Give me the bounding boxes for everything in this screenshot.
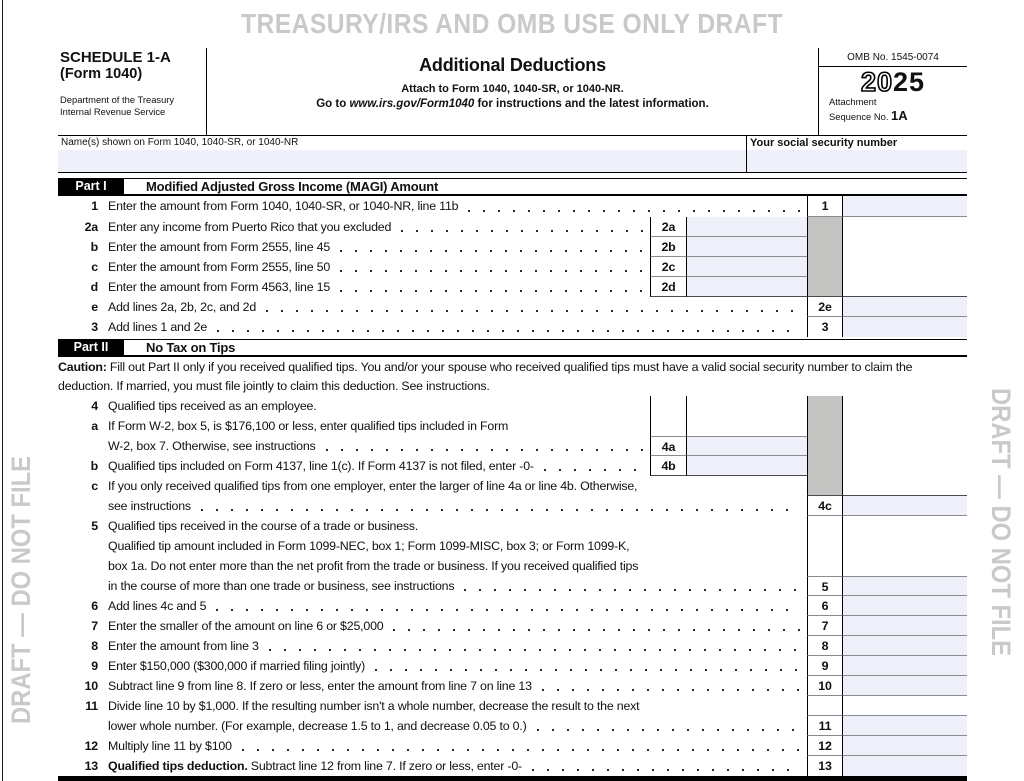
line-11-row-1 xyxy=(58,696,967,716)
dot-leaders xyxy=(542,689,800,691)
open-cell xyxy=(807,696,843,716)
line-6-row xyxy=(58,596,967,616)
line-4b-amount-field[interactable] xyxy=(687,456,807,476)
line-text: If Form W-2, box 5, is $176,100 or less, enter qualified tips included in Form xyxy=(108,419,509,433)
goto-suffix: for instructions and the latest information. xyxy=(474,98,709,110)
line-text: Divide line 10 by $1,000. If the resulting number isn't a whole number, decrease the result to the next xyxy=(108,699,640,713)
line-number: 10 xyxy=(84,679,98,693)
blank-cell xyxy=(843,516,967,536)
line-9-amount-field[interactable] xyxy=(843,656,967,676)
line-number: 5 xyxy=(91,519,98,533)
line-3-box: 3 xyxy=(807,317,843,337)
line-number: 8 xyxy=(91,639,98,653)
form-number: (Form 1040) xyxy=(60,66,143,83)
line-2c-row xyxy=(58,257,967,277)
dot-leaders xyxy=(532,769,800,771)
dot-leaders xyxy=(464,589,800,591)
line-11-box: 11 xyxy=(807,716,843,736)
line-7-amount-field[interactable] xyxy=(843,616,967,636)
attachment-line2: Sequence No. xyxy=(829,110,892,122)
dot-leaders xyxy=(401,230,643,232)
shaded-area xyxy=(807,436,843,456)
goto-instruction xyxy=(207,98,818,110)
blank-cell xyxy=(843,396,967,416)
dot-leaders xyxy=(544,469,643,471)
blank-cell xyxy=(843,436,967,456)
name-cell xyxy=(58,136,747,172)
line-text xyxy=(108,756,522,776)
attachment-line1: Attachment xyxy=(829,96,877,108)
line-11-amount-field[interactable] xyxy=(843,716,967,736)
line-number: 12 xyxy=(84,739,98,753)
dot-leaders xyxy=(242,749,800,751)
form-identity-block xyxy=(58,48,207,135)
omb-block xyxy=(818,48,967,135)
inner-cell xyxy=(650,396,687,416)
part-ii-label: Part II xyxy=(58,340,124,355)
ssn-cell xyxy=(747,136,967,172)
line-7-box: 7 xyxy=(807,616,843,636)
line-2c-box: 2c xyxy=(650,257,687,277)
attachment-number: 1A xyxy=(891,107,908,123)
omb-number: OMB No. 1545-0074 xyxy=(819,48,967,67)
dot-leaders xyxy=(201,509,800,511)
dot-leaders xyxy=(375,669,800,671)
attachment-sequence xyxy=(819,96,967,123)
line-number: b xyxy=(90,459,98,473)
page-left-border xyxy=(2,0,3,781)
blank-cell xyxy=(843,556,967,576)
line-number: d xyxy=(90,280,98,294)
line-text: Add lines 1 and 2e xyxy=(108,320,208,334)
line-13-bold-text: Qualified tips deduction. xyxy=(108,759,248,773)
blank-cell xyxy=(843,696,967,716)
year-outline: 20 xyxy=(860,67,893,97)
name-label: Name(s) shown on Form 1040, 1040-SR, or 1040-NR xyxy=(61,137,299,148)
line-number: 13 xyxy=(84,759,98,773)
line-12-box: 12 xyxy=(807,736,843,756)
line-number: 6 xyxy=(91,599,98,613)
line-2d-row xyxy=(58,277,967,297)
line-text: Enter $150,000 ($300,000 if married filing jointly) xyxy=(108,659,366,673)
name-input[interactable] xyxy=(58,150,746,172)
line-11-row-2 xyxy=(58,716,967,736)
line-5-heading-row xyxy=(58,516,967,536)
line-text: Subtract line 9 from line 8. If zero or less, enter the amount from line 7 on line 13 xyxy=(108,679,532,693)
line-9-row xyxy=(58,656,967,676)
inner-cell xyxy=(650,416,687,436)
line-number xyxy=(58,436,98,456)
draft-watermark-right: DRAFT — DO NOT FILE xyxy=(986,388,1016,656)
line-text: Multiply line 11 by $100 xyxy=(108,739,232,753)
line-number: c xyxy=(91,260,98,274)
taxpayer-row xyxy=(58,136,967,173)
shaded-area xyxy=(807,217,843,237)
part-ii-header xyxy=(58,339,967,357)
line-1-amount-field[interactable] xyxy=(843,196,967,217)
line-4-row xyxy=(58,396,967,416)
year-bold: 25 xyxy=(893,67,926,97)
line-text: lower whole number. (For example, decrease 1.5 to 1, and decrease 0.05 to 0.) xyxy=(108,719,527,733)
caution-text: Fill out Part II only if you received qualified tips. You and/or your spouse who received qualified tips must have a valid social security number to claim the deduction. If married, you must file jointly to claim this deduction. See instructions. xyxy=(58,360,913,393)
line-2a-box: 2a xyxy=(650,217,687,237)
next-part-label-stub xyxy=(58,776,236,781)
line-5-paragraph-row-3 xyxy=(58,576,967,596)
line-number: e xyxy=(91,300,98,314)
line-number xyxy=(58,716,98,736)
attach-instruction: Attach to Form 1040, 1040-SR, or 1040-NR. xyxy=(401,83,624,95)
line-4b-box: 4b xyxy=(650,456,687,476)
line-text: Enter the smaller of the amount on line 6 or $25,000 xyxy=(108,619,384,633)
open-cell xyxy=(807,516,843,536)
blank-cell xyxy=(843,536,967,556)
line-5-paragraph-row-1 xyxy=(58,536,967,556)
dot-leaders xyxy=(216,609,800,611)
dot-leaders xyxy=(393,629,800,631)
line-5-paragraph-row-2 xyxy=(58,556,967,576)
line-9-box: 9 xyxy=(807,656,843,676)
line-number: c xyxy=(91,479,98,493)
line-5-amount-field[interactable] xyxy=(843,576,967,596)
goto-prefix: Go to xyxy=(316,98,350,110)
line-text: Enter the amount from Form 2555, line 45 xyxy=(108,240,331,254)
dot-leaders xyxy=(326,449,643,451)
line-number: 3 xyxy=(91,320,98,334)
agency-line2: Internal Revenue Service xyxy=(60,105,166,117)
line-number xyxy=(58,536,98,556)
shaded-area xyxy=(807,456,843,476)
agency-name xyxy=(60,94,202,118)
line-2b-row xyxy=(58,237,967,257)
blank-cell xyxy=(843,217,967,237)
line-4a-row-2 xyxy=(58,436,967,456)
line-2e-amount-field[interactable] xyxy=(843,297,967,317)
line-8-row xyxy=(58,636,967,656)
line-number: 2a xyxy=(84,220,98,234)
line-4c-row-1 xyxy=(58,476,967,496)
line-13-rest-text: Subtract line 12 from line 7. If zero or less, enter -0- xyxy=(247,759,522,773)
dot-leaders xyxy=(269,649,800,651)
part-i-header xyxy=(58,178,967,196)
line-number: 7 xyxy=(91,619,98,633)
shaded-area xyxy=(807,416,843,436)
agency-line1: Department of the Treasury xyxy=(60,93,175,105)
line-3-row xyxy=(58,317,967,337)
line-text: Add lines 4c and 5 xyxy=(108,599,207,613)
dot-leaders xyxy=(340,290,643,292)
irs-url: www.irs.gov/Form1040 xyxy=(349,98,475,110)
line-1-box: 1 xyxy=(807,196,843,217)
caution-note xyxy=(58,357,967,396)
dot-leaders xyxy=(217,330,800,332)
form-header xyxy=(58,48,967,136)
schedule-name: SCHEDULE 1-A xyxy=(60,49,171,66)
line-3-amount-field[interactable] xyxy=(843,317,967,337)
line-12-amount-field[interactable] xyxy=(843,736,967,756)
shaded-area xyxy=(807,257,843,277)
blank-cell xyxy=(843,476,967,496)
line-6-amount-field[interactable] xyxy=(843,596,967,616)
shaded-area xyxy=(807,237,843,257)
line-4a-box: 4a xyxy=(650,436,687,456)
line-text: box 1a. Do not enter more than the net profit from the trade or business. If you received qualified tips xyxy=(108,559,639,573)
line-4a-amount-field[interactable] xyxy=(687,436,807,456)
line-text: Enter the amount from Form 2555, line 50 xyxy=(108,260,331,274)
line-2d-box: 2d xyxy=(650,277,687,297)
line-12-row xyxy=(58,736,967,756)
line-2a-amount-field[interactable] xyxy=(687,217,807,237)
open-cell xyxy=(807,536,843,556)
line-2b-box: 2b xyxy=(650,237,687,257)
dot-leaders xyxy=(266,310,800,312)
next-part-bar-cutoff xyxy=(58,776,967,781)
line-10-box: 10 xyxy=(807,676,843,696)
line-number: b xyxy=(90,240,98,254)
ssn-label: Your social security number xyxy=(750,137,898,149)
part-i-label: Part I xyxy=(58,179,124,194)
inner-cell xyxy=(687,416,807,436)
line-text: If you only received qualified tips from one employer, enter the larger of line 4a or line 4b. Otherwise, xyxy=(108,479,638,493)
line-text: Qualified tips received in the course of a trade or business. xyxy=(108,519,419,533)
line-text: Qualified tips received as an employee. xyxy=(108,399,317,413)
dot-leaders xyxy=(340,270,643,272)
form-title: Additional Deductions xyxy=(419,55,606,75)
line-1-row xyxy=(58,196,967,217)
line-text: in the course of more than one trade or business, see instructions xyxy=(108,579,455,593)
shaded-area xyxy=(807,476,843,496)
inner-cell xyxy=(687,396,807,416)
line-number: 11 xyxy=(85,699,98,713)
line-7-row xyxy=(58,616,967,636)
dot-leaders xyxy=(340,250,643,252)
line-number: 1 xyxy=(91,199,98,213)
dot-leaders xyxy=(468,210,800,212)
part-ii-title: No Tax on Tips xyxy=(146,340,236,355)
draft-watermark-top: TREASURY/IRS AND OMB USE ONLY DRAFT xyxy=(240,8,784,39)
form-title-block xyxy=(207,48,818,135)
line-4c-amount-field[interactable] xyxy=(843,496,967,516)
tax-year xyxy=(819,68,967,96)
line-10-row xyxy=(58,676,967,696)
line-number xyxy=(58,556,98,576)
caution-label: Caution: xyxy=(58,360,107,374)
line-10-amount-field[interactable] xyxy=(843,676,967,696)
line-text: Enter any income from Puerto Rico that you excluded xyxy=(108,220,392,234)
blank-cell xyxy=(843,416,967,436)
line-6-box: 6 xyxy=(807,596,843,616)
line-text: Add lines 2a, 2b, 2c, and 2d xyxy=(108,300,257,314)
line-text: W-2, box 7. Otherwise, see instructions xyxy=(108,439,316,453)
blank-cell xyxy=(843,456,967,476)
line-5-box: 5 xyxy=(807,576,843,596)
blank-cell xyxy=(843,237,967,257)
part-i-title: Modified Adjusted Gross Income (MAGI) Amount xyxy=(146,179,439,194)
dot-leaders xyxy=(537,729,800,731)
line-13-row xyxy=(58,756,967,776)
line-2a-row xyxy=(58,217,967,237)
line-4b-row xyxy=(58,456,967,476)
line-2e-row xyxy=(58,297,967,317)
line-13-amount-field[interactable] xyxy=(843,756,967,776)
line-4c-box: 4c xyxy=(807,496,843,516)
line-text: Enter the amount from Form 1040, 1040-SR, or 1040-NR, line 11b xyxy=(108,199,459,213)
line-2c-amount-field[interactable] xyxy=(687,257,807,277)
line-8-box: 8 xyxy=(807,636,843,656)
line-number xyxy=(58,576,98,596)
line-4c-row-2 xyxy=(58,496,967,516)
shaded-area xyxy=(807,277,843,297)
line-8-amount-field[interactable] xyxy=(843,636,967,656)
line-number: 4 xyxy=(91,399,98,413)
line-2d-amount-field[interactable] xyxy=(687,277,807,297)
ssn-input[interactable] xyxy=(747,150,967,172)
blank-cell xyxy=(843,277,967,297)
line-text: Qualified tip amount included in Form 1099-NEC, box 1; Form 1099-MISC, box 3; or Form 1099-K, xyxy=(108,539,630,553)
shaded-area xyxy=(807,396,843,416)
open-cell xyxy=(807,556,843,576)
line-2e-box: 2e xyxy=(807,297,843,317)
draft-watermark-left: DRAFT — DO NOT FILE xyxy=(6,456,36,724)
line-text: see instructions xyxy=(108,499,191,513)
line-text: Qualified tips included on Form 4137, line 1(c). If Form 4137 is not filed, enter -0- xyxy=(108,459,534,473)
line-text: Enter the amount from line 3 xyxy=(108,639,259,653)
line-2b-amount-field[interactable] xyxy=(687,237,807,257)
line-number: a xyxy=(91,419,98,433)
line-4a-row-1 xyxy=(58,416,967,436)
line-number xyxy=(58,496,98,516)
blank-cell xyxy=(843,257,967,277)
line-text: Enter the amount from Form 4563, line 15 xyxy=(108,280,331,294)
line-number: 9 xyxy=(91,659,98,673)
line-13-box: 13 xyxy=(807,756,843,776)
